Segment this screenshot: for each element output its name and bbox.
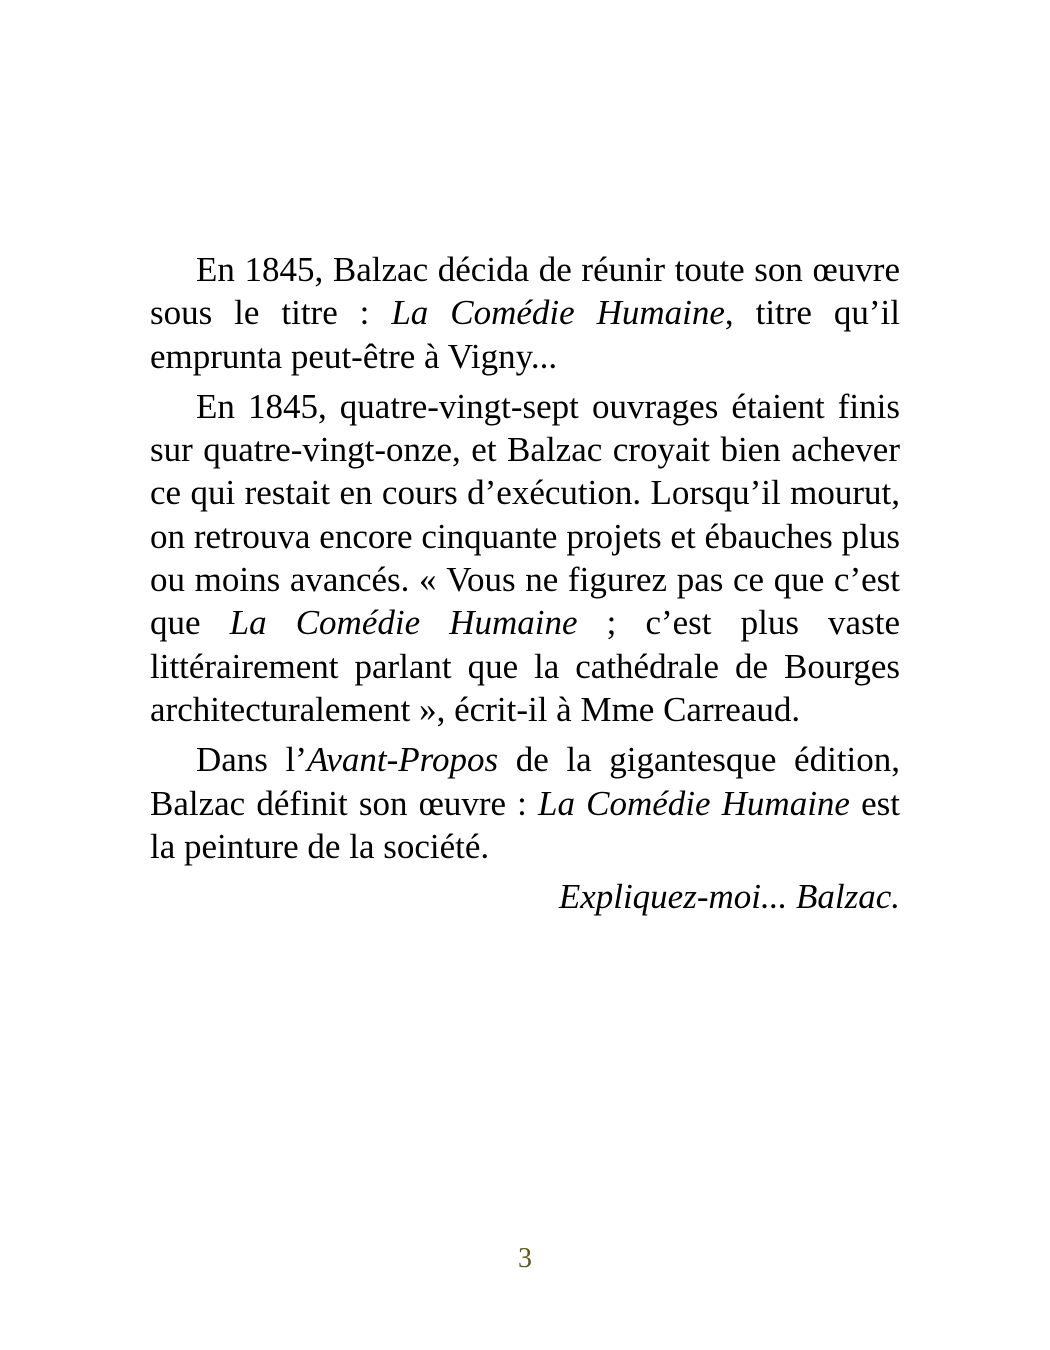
page-number: 3: [518, 1243, 532, 1274]
section-title: Avant-Propos: [306, 740, 499, 780]
signature: Expliquez-moi... Balzac.: [558, 877, 900, 917]
text-segment: En 1845, quatre-vingt-sept ouvrages étaient finis sur quatre-vingt-onze, et Balzac croyait bien achever ce qui restait en cours d’exécution. Lorsqu’il mourut, on retrouva encore cinquante projets et ébauches plus ou moins avancés. « Vous ne figurez pas ce que c’est que: [150, 386, 900, 643]
book-title: La Comédie Humaine: [538, 783, 850, 823]
paragraph-1: [150, 248, 900, 378]
body-text: [150, 248, 900, 918]
paragraph-3: [150, 738, 900, 868]
text-segment: de la gigantesque édition, Balzac définit son œuvre :: [150, 740, 900, 823]
paragraph-2: [150, 385, 900, 731]
text-segment: Dans l’: [196, 740, 307, 780]
text-segment: En 1845, Balzac décida de réunir toute son œuvre sous le titre :: [150, 250, 900, 333]
book-title: La Comédie Humaine: [229, 603, 578, 643]
text-segment: ; c’est plus vaste littérairement parlant que la cathédrale de Bourges architecturalement », écrit-il à Mme Carreaud.: [150, 603, 900, 729]
book-title: La Comédie Humaine: [391, 293, 725, 333]
text-segment: , titre qu’il emprunta peut-être à Vigny...: [150, 293, 900, 376]
text-segment: est la peinture de la société.: [150, 783, 900, 866]
